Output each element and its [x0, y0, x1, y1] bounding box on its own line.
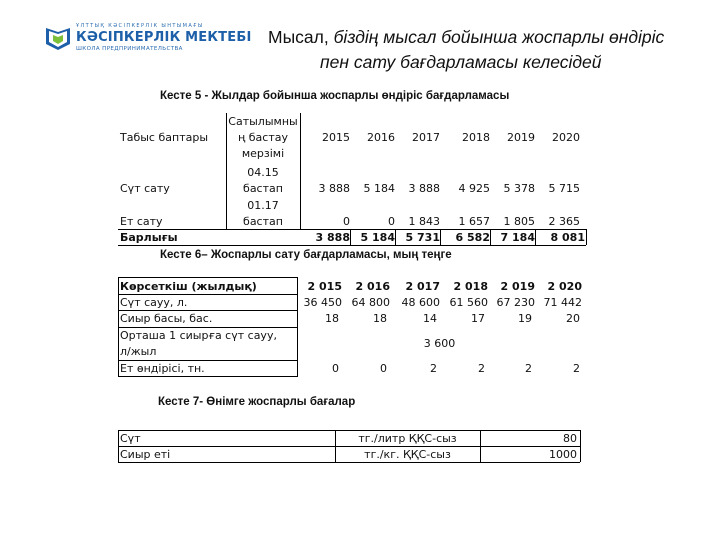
table-divider — [300, 113, 301, 229]
table6-cell: 67 230 — [496, 296, 535, 309]
table-divider — [118, 462, 580, 463]
table5-total-cell: 8 081 — [550, 231, 585, 244]
table-divider — [118, 327, 298, 328]
logo-top-text: ҰЛТТЫҚ КӘСІПКЕРЛІК ЫНТЫМАҒЫ — [76, 23, 204, 29]
table6-cell: 0 — [332, 362, 339, 375]
book-shield-icon — [44, 24, 72, 52]
table-divider — [118, 277, 298, 278]
table7-price: 1000 — [549, 448, 577, 461]
table-divider — [395, 229, 396, 245]
table6-cell: 2 — [430, 362, 437, 375]
table5-row-start: бастап — [243, 215, 283, 228]
table5-cell: 3 888 — [408, 182, 440, 195]
table6-cell: 0 — [380, 362, 387, 375]
table5-head-start-1: Сатылымны — [228, 115, 298, 128]
table6-cell: 48 600 — [401, 296, 440, 309]
table5-year: 2019 — [507, 131, 535, 144]
table-divider — [118, 430, 119, 462]
table6-caption: Кесте 6– Жоспарлы сату бағдарламасы, мың теңге — [160, 249, 452, 261]
table7-caption: Кесте 7- Өнімге жоспарлы бағалар — [158, 396, 356, 408]
table5-head-start-3: мерзімі — [241, 147, 285, 160]
table-divider — [580, 430, 581, 462]
table5-cell: 1 843 — [408, 215, 440, 228]
table5-total-cell: 7 184 — [500, 231, 535, 244]
table5-cell: 4 925 — [458, 182, 490, 195]
table5-cell: 2 365 — [548, 215, 580, 228]
table-divider — [586, 229, 587, 245]
table-divider — [118, 446, 580, 447]
title-line-1-rest: біздің мысал бойынша жоспарлы өндіріс — [328, 27, 665, 47]
table6-year: 2 018 — [453, 280, 488, 293]
table6-cell: 36 450 — [303, 296, 342, 309]
table5-cell: 1 805 — [503, 215, 535, 228]
table7-unit: тг./литр ҚҚС-сыз — [358, 432, 457, 445]
table-divider — [226, 113, 227, 229]
table-divider — [350, 229, 351, 245]
table6-avg-value: 3 600 — [423, 337, 456, 350]
table6-cell: 71 442 — [543, 296, 582, 309]
table-divider — [118, 294, 298, 295]
table-divider — [118, 376, 298, 377]
table6-cell: 61 560 — [449, 296, 488, 309]
table7-price: 80 — [563, 432, 577, 445]
table5-head-items: Табыс баптары — [120, 131, 209, 144]
table5-cell: 5 378 — [503, 182, 535, 195]
table6-year: 2 020 — [547, 280, 582, 293]
table6-year: 2 019 — [500, 280, 535, 293]
table5-total-cell: 5 731 — [405, 231, 440, 244]
table6-year: 2 016 — [355, 280, 390, 293]
table5-year: 2020 — [552, 131, 580, 144]
table5-cell: 5 184 — [363, 182, 395, 195]
table5-year: 2016 — [367, 131, 395, 144]
logo-main-text: КӘСІПКЕРЛІК МЕКТЕБІ — [76, 30, 252, 45]
table5-year: 2015 — [322, 131, 350, 144]
table5-row-start: 04.15 — [247, 166, 279, 179]
table6-cell: 18 — [325, 312, 339, 325]
table5-caption: Кесте 5 - Жылдар бойынша жоспарлы өндіріс бағдарламасы — [160, 90, 510, 102]
slide-title-line-1 — [268, 27, 664, 48]
table5-total-cell: 6 582 — [455, 231, 490, 244]
table-divider — [118, 360, 298, 361]
table6-cell: 64 800 — [351, 296, 390, 309]
table-divider — [490, 229, 491, 245]
table6-year: 2 017 — [405, 280, 440, 293]
table6-cell: 2 — [478, 362, 485, 375]
table6-row-label: Сүт сауу, л. — [120, 296, 188, 309]
table6-row-label: Ет өндірісі, тн. — [120, 362, 205, 375]
table6-cell: 20 — [566, 312, 580, 325]
table5-cell: 0 — [388, 215, 395, 228]
table-divider — [480, 430, 481, 462]
table6-cell: 2 — [573, 362, 580, 375]
table6-row-label: Сиыр басы, бас. — [120, 312, 213, 325]
table5-year: 2018 — [462, 131, 490, 144]
table-divider — [440, 229, 441, 245]
table7-product: Сүт — [120, 432, 141, 445]
table6-year: 2 015 — [307, 280, 342, 293]
logo — [44, 23, 252, 58]
table-divider — [335, 430, 336, 462]
table5-year: 2017 — [412, 131, 440, 144]
title-lead-word: Мысал, — [268, 27, 329, 47]
table5-total-cell: 3 888 — [315, 231, 350, 244]
table5-total-label: Барлығы — [120, 231, 178, 244]
table6-cell: 19 — [518, 312, 532, 325]
table5-cell: 3 888 — [318, 182, 350, 195]
table6-cell: 18 — [373, 312, 387, 325]
table5-cell: 0 — [343, 215, 350, 228]
table7-unit: тг./кг. ҚҚС-сыз — [364, 448, 451, 461]
table5-row-label: Сүт сату — [120, 182, 170, 195]
table-divider — [118, 310, 298, 311]
table-divider — [535, 229, 536, 245]
table5-cell: 5 715 — [548, 182, 580, 195]
table5-total-cell: 5 184 — [360, 231, 395, 244]
table-divider — [118, 229, 586, 230]
table6-cell: 14 — [423, 312, 437, 325]
table-divider — [118, 245, 586, 246]
table6-head-label: Көрсеткіш (жылдық) — [120, 280, 257, 293]
table5-cell: 1 657 — [458, 215, 490, 228]
table6-avg-label: Орташа 1 сиырға сүт сауу, — [120, 329, 277, 342]
table5-row-start: 01.17 — [247, 199, 279, 212]
logo-sub-text: ШКОЛА ПРЕДПРИНИМАТЕЛЬСТВА — [76, 46, 183, 52]
slide-title-line-2: пен сату бағдарламасы келесідей — [320, 52, 602, 72]
table7-product: Сиыр еті — [120, 448, 171, 461]
table6-cell: 17 — [471, 312, 485, 325]
table5-head-start-2: ң бастау — [238, 131, 288, 144]
table6-cell: 2 — [525, 362, 532, 375]
table5-row-start: бастап — [243, 182, 283, 195]
table6-avg-label: л/жыл — [120, 345, 157, 358]
table-divider — [118, 430, 580, 431]
table5-row-label: Ет сату — [120, 215, 163, 228]
